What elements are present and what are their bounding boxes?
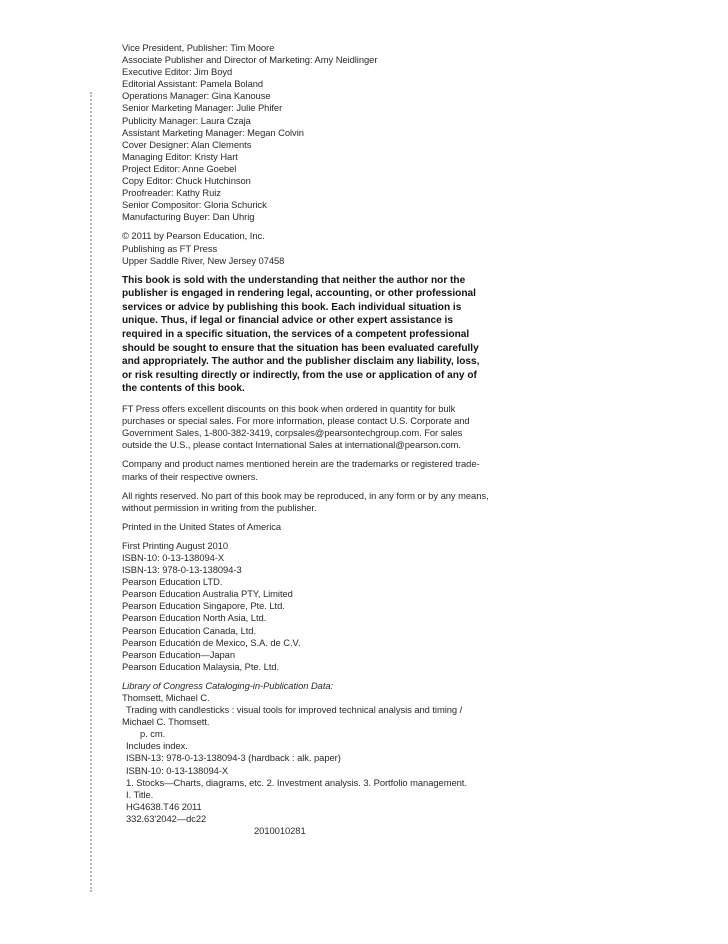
cip-lcc: HG4638.T46 2011 <box>126 800 202 812</box>
cip-pages: p. cm. <box>140 728 166 740</box>
printing-line: Pearson Education—Japan <box>122 648 235 660</box>
credit-line: Senior Compositor: Gloria Schurick <box>122 199 267 211</box>
cip-isbn13: ISBN-13: 978-0-13-138094-3 (hardback : alk. paper) <box>126 752 341 764</box>
cip-title-entry: I. Title. <box>126 788 154 800</box>
printing-line: Pearson Education LTD. <box>122 576 223 588</box>
publisher-address: Upper Saddle River, New Jersey 07458 <box>122 254 285 266</box>
legal-disclaimer <box>122 274 722 396</box>
credit-line: Cover Designer: Alan Clements <box>122 138 252 150</box>
printing-line: Pearson Education Singapore, Pte. Ltd. <box>122 600 285 612</box>
trademark-line: Company and product names mentioned herein are the trademarks or registered trade- <box>122 458 480 470</box>
credit-line: Copy Editor: Chuck Hutchinson <box>122 175 251 187</box>
copyright-notice: © 2011 by Pearson Education, Inc. <box>122 230 265 242</box>
printing-line: Pearson Educatión de Mexico, S.A. de C.V. <box>122 636 301 648</box>
credit-line: Senior Marketing Manager: Julie Phifer <box>122 102 283 114</box>
discount-line: outside the U.S., please contact International Sales at international@pearson.com. <box>122 439 461 451</box>
printing-line: Pearson Education Malaysia, Pte. Ltd. <box>122 660 280 672</box>
printing-block <box>122 540 722 673</box>
printing-line: First Printing August 2010 <box>122 539 229 551</box>
credit-line: Editorial Assistant: Pamela Boland <box>122 78 264 90</box>
disclaimer-line: should be sought to ensure that the situation has been evaluated carefully <box>122 342 479 354</box>
disclaimer-line: publisher is engaged in rendering legal, accounting, or other professional <box>122 288 476 300</box>
printing-line: Pearson Education Canada, Ltd. <box>122 624 257 636</box>
cip-subjects: 1. Stocks—Charts, diagrams, etc. 2. Investment analysis. 3. Portfolio management. <box>126 776 467 788</box>
publisher-imprint: Publishing as FT Press <box>122 242 218 254</box>
credit-line: Proofreader: Kathy Ruiz <box>122 187 221 199</box>
printed-in: Printed in the United States of America <box>122 520 282 532</box>
credit-line: Vice President, Publisher: Tim Moore <box>122 42 275 53</box>
disclaimer-line: the contents of this book. <box>122 383 245 395</box>
credits-list <box>122 42 722 223</box>
discount-line: purchases or special sales. For more information, please contact U.S. Corporate and <box>122 415 470 427</box>
cip-isbn10: ISBN-10: 0-13-138094-X <box>126 764 229 776</box>
bulk-discounts-paragraph <box>122 403 722 451</box>
rights-paragraph <box>122 490 722 514</box>
cip-ddc: 332.63'2042—dc22 <box>126 812 207 824</box>
dotted-margin-rule <box>90 92 92 892</box>
cip-title-cont: Michael C. Thomsett. <box>122 716 210 728</box>
disclaimer-line: This book is sold with the understanding that neither the author nor the <box>122 274 466 286</box>
credit-line: Project Editor: Anne Goebel <box>122 162 237 174</box>
discount-line: FT Press offers excellent discounts on this book when ordered in quantity for bulk <box>122 403 456 415</box>
credit-line: Operations Manager: Gina Kanouse <box>122 90 271 102</box>
trademark-line: marks of their respective owners. <box>122 470 258 482</box>
disclaimer-line: unique. Thus, if legal or financial advice or other expert assistance is <box>122 315 453 327</box>
trademarks-paragraph <box>122 458 722 482</box>
credit-line: Managing Editor: Kristy Hart <box>122 150 238 162</box>
cip-control-number: 2010010281 <box>254 825 306 837</box>
credit-line: Publicity Manager: Laura Czaja <box>122 114 251 126</box>
printing-line: Pearson Education Australia PTY, Limited <box>122 588 293 600</box>
credit-line: Associate Publisher and Director of Marketing: Amy Neidlinger <box>122 54 378 66</box>
printing-line: ISBN-10: 0-13-138094-X <box>122 551 225 563</box>
cip-index: Includes index. <box>126 740 188 752</box>
credit-line: Manufacturing Buyer: Dan Uhrig <box>122 211 255 223</box>
credit-line: Executive Editor: Jim Boyd <box>122 66 233 78</box>
cip-title: Trading with candlesticks : visual tools for improved technical analysis and timing / <box>126 704 463 716</box>
discount-line: Government Sales, 1-800-382-3419, corpsales@pearsontechgroup.com. For sales <box>122 427 463 439</box>
disclaimer-line: and appropriately. The author and the publisher disclaim any liability, loss, <box>122 356 480 368</box>
printing-line: ISBN-13: 978-0-13-138094-3 <box>122 564 242 576</box>
rights-line: All rights reserved. No part of this book may be reproduced, in any form or by any means, <box>122 489 489 501</box>
copyright-page <box>122 42 722 837</box>
disclaimer-line: services or advice by publishing this book. Each individual situation is <box>122 301 462 313</box>
disclaimer-line: or risk resulting directly or indirectly, from the use or application of any of <box>122 369 477 381</box>
rights-line: without permission in writing from the publisher. <box>122 501 317 513</box>
printing-line: Pearson Education North Asia, Ltd. <box>122 612 267 624</box>
cip-heading: Library of Congress Cataloging-in-Publication Data: <box>122 679 334 691</box>
credit-line: Assistant Marketing Manager: Megan Colvin <box>122 126 304 138</box>
disclaimer-line: required in a specific situation, the services of a competent professional <box>122 329 470 341</box>
publisher-block <box>122 230 722 266</box>
cip-author: Thomsett, Michael C. <box>122 692 210 703</box>
cip-block <box>122 680 722 837</box>
